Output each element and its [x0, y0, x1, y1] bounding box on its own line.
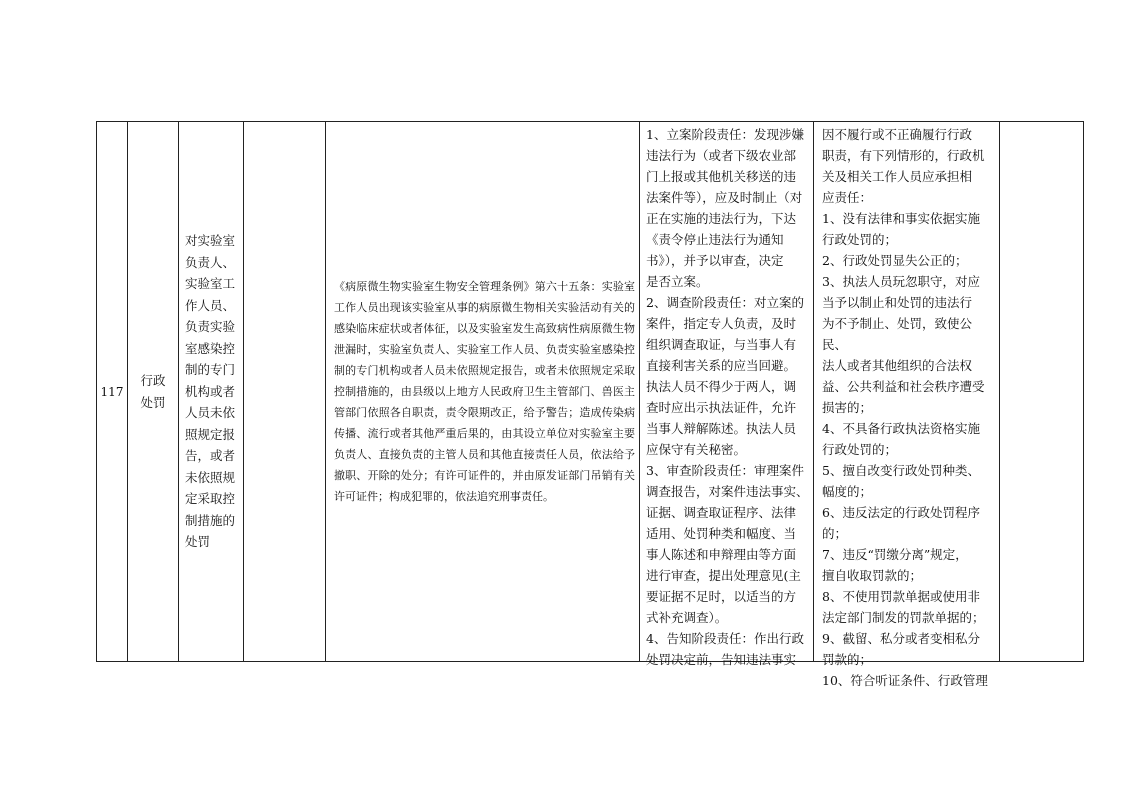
empty-cell — [244, 122, 326, 662]
power-type: 行政处罚 — [140, 372, 166, 410]
legal-basis-cell — [326, 122, 640, 662]
table-row — [97, 122, 1084, 662]
responsibility-table — [96, 121, 1084, 688]
legal-basis: 《病原微生物实验室生物安全管理条例》第六十五条：实验室工作人员出现该实验室从事的病原微生物相关实验活动有关的感染临床症状或者体征，以及实验室发生高致病性病原微生物泄漏时，实验室负责人、实验室工作人员、负责实验室感染控制的专门机构或者人员未依照规定报告，或者未依照规定采取控制措施的，由县级以上地方人民政府卫生主管部门、兽医主管部门依照各自职责，责令限期改正，给予警告；造成传染病传播、流行或者其他严重后果的，由其设立单位对实验室主要负责人、直接负责的主管人员和其他直接责任人员，依法给予撤职、开除的处分；有许可证件的，并由原发证部门吊销有关许可证件；构成犯罪的，依法追究刑事责任。 — [334, 280, 635, 503]
liability-cell — [814, 122, 1000, 688]
liability-items: 因不履行或不正确履行行政 职责，有下列情形的，行政机 关及相关工作人员应承担相 应责任： 1、没有法律和事实依据实施 行政处罚的； 2、行政处罚显失公正的； 3、执法人员玩忽职守，对应 当予以制止和处罚的违法行 为不予制止、处罚，致使公民、 法人或者其他组织的合法权 益、公共利益和社会秩序遭受 损害的； 4、不具备行政执法资格实施 行政处罚的； 5、擅自改变行政处罚种类、 幅度的； 6、违反法定的行政处罚程序 的； 7、违反“罚缴分离”规定， 擅自收取罚款的； 8、不使用罚款单据或使用非 法定部门制发的罚款单据的； 9、截留、私分或者变相私分 罚款的； 10、符合听证条件、行政管理 — [822, 127, 988, 688]
responsibility-cell — [640, 122, 814, 667]
responsibility-items: 1、立案阶段责任：发现涉嫌 违法行为（或者下级农业部 门上报或其他机关移送的违 法案件等），应及时制止（对 正在实施的违法行为，下达 《责令停止违法行为通知 书》），并予以审查，决定 是否立案。 2、调查阶段责任：对立案的 案件，指定专人负责，及时 组织调查取证，与当事人有 直接利害关系的应当回避。 执法人员不得少于两人，调 查时应出示执法证件，允许 当事人辩解陈述。执法人员 应保守有关秘密。 3、审查阶段责任：审理案件 调查报告，对案件违法事实、 证据、调查取证程序、法律 适用、处罚种类和幅度、当 事人陈述和申辩理由等方面 进行审查，提出处理意见(主 要证据不足时，以适当的方 式补充调查）。 4、告知阶段责任：作出行政 处罚决定前，告知违法事实 — [646, 127, 809, 667]
power-item-cell — [179, 122, 244, 662]
row-number: 117 — [100, 384, 124, 399]
power-type-cell — [128, 122, 179, 662]
row-number-cell — [97, 122, 128, 662]
remarks-cell — [1000, 122, 1084, 662]
power-item-name: 对实验室 负责人、 实验室工 作人员、 负责实验 室感染控 制的专门 机构或者 人员未依 照规定报 告，或者 未依照规 定采取控 制措施的 处罚 — [185, 233, 236, 550]
